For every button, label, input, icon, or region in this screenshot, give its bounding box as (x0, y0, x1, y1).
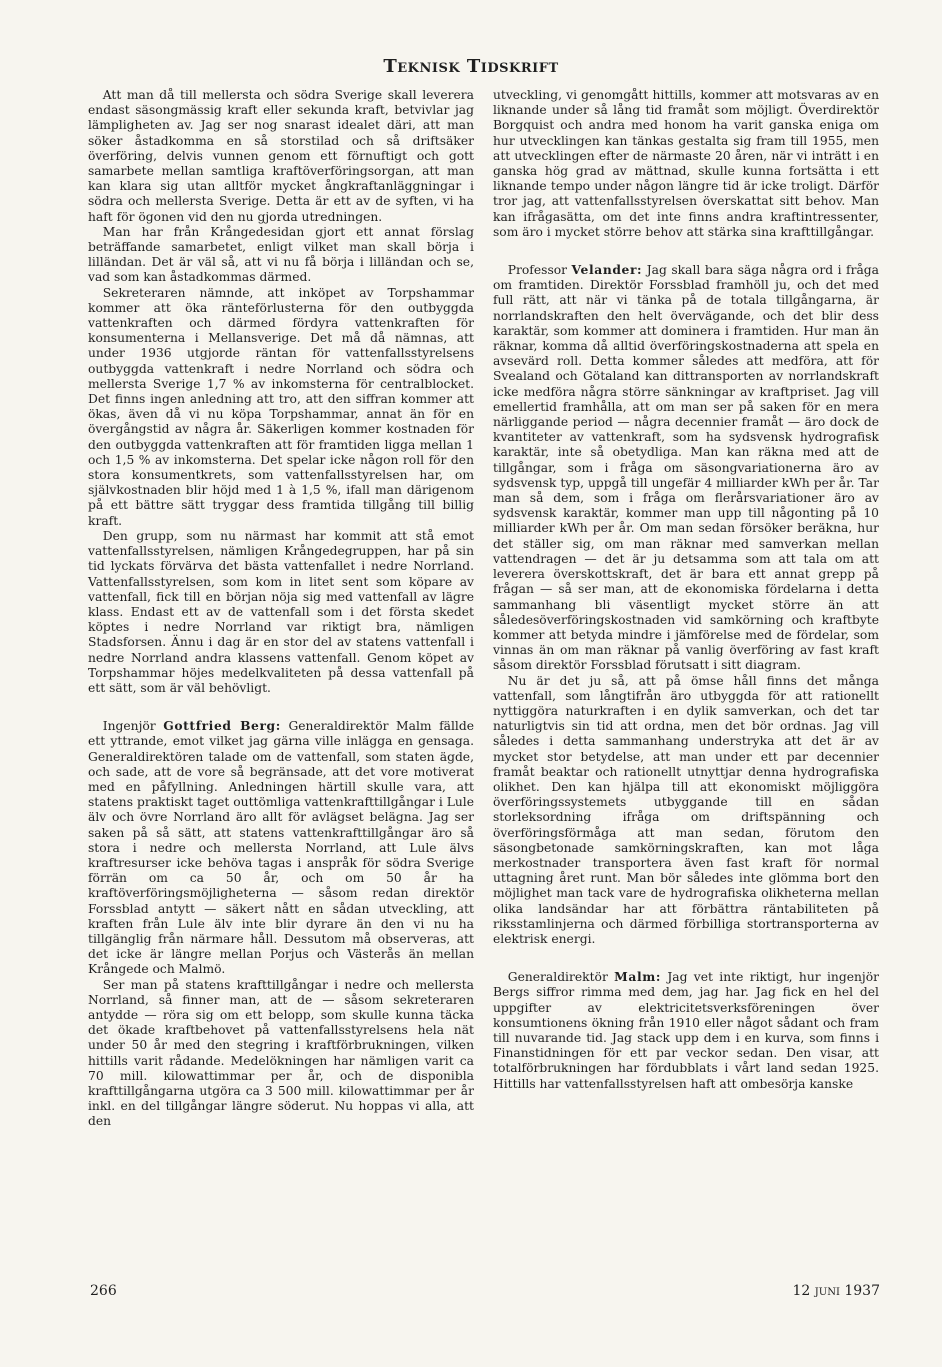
speaker-paragraph (88, 718, 474, 977)
paragraph: Den grupp, som nu närmast har kommit att stå emot vattenfallsstyrelsen, nämligen Krångedegruppen, har på sin tid lyckats förvärva det bästa vattenfallet i nedre Norrland. Vattenfallsstyrelsen, som kom in litet sent som köpare av vattenfall, fick till en början nöja sig med vattenfall av lägre klass. Endast ett av de vattenfall som i det första skedet köptes i nedre Norrland var riktigt bra, nämligen Stadsforsen. Ännu i dag är en stor del av statens vattenfall i nedre Norrland andra klassens vattenfall. Genom köpet av Torpshammar höjes medelkvaliteten på dessa vattenfall på ett sätt, som är väl behövligt. (88, 528, 474, 695)
paragraph: Man har från Krångedesidan gjort ett annat förslag beträffande samarbetet, enligt vilket man skall börja i lilländan. Det är väl så, att vi nu få börja i lilländan och se, vad som kan åstadkommas därmed. (88, 224, 474, 285)
speaker-paragraph (493, 262, 879, 673)
right-column (493, 88, 879, 1092)
speaker-paragraph (493, 969, 879, 1092)
issue-date: 12 juni 1937 (792, 1283, 880, 1299)
speaker-text: Jag vet inte riktigt, hur ingenjör Bergs siffror rimma med dem, jag har. Jag fick en hel del uppgifter av elektricitetsverksföreningen över konsumtionens ökning från 1910 eller något sådant och fram till nuvarande tid. Jag stack upp dem i en kurva, som finns i Finanstidningen för ett par veckor sedan. Den visar, att totalförbrukningen har fördubblats i vårt land sedan 1925. Hittills har vattenfallsstyrelsen haft att ombesörja kanske (493, 970, 879, 1091)
speaker-title: Generaldirektör (507, 970, 615, 985)
left-column (88, 88, 474, 1130)
paragraph: utveckling, vi genomgått hittills, kommer att motsvaras av en liknande under så lång tid framåt som möjligt. Överdirektör Borgquist och andra med honom ha varit ganska eniga om hur utvecklingen kan tänkas gestalta sig fram till 1955, men att utvecklingen efter de närmaste 20 åren, när vi inträtt i en ganska hög grad av mättnad, skulle kunna fortsätta i ett liknande tempo under någon längre tid är icke troligt. Därför tror jag, att vattenfallsstyrelsen överskattat sitt behov. Man kan ifrågasätta, om det inte finns andra kraftintressenter, som äro i mycket större behov att stärka sina krafttillgångar. (493, 88, 879, 239)
speaker-title: Ingenjör (102, 719, 164, 734)
paragraph: Sekreteraren nämnde, att inköpet av Torpshammar kommer att öka ränteförlusterna för den outbyggda vattenkraften och därmed fördyra vattenkraften för konsumenterna i Mellansverige. Det må då nämnas, att under 1936 utgjorde räntan för vattenfallsstyrelsens outbyggda vattenkraft i nedre Norrland och södra och mellersta Sverige 1,7 % av inkomsterna för centralblocket. Det finns ingen anledning att tro, att den siffran kommer att ökas, även då vi nu köpa Torpshammar, annat än för en övergångstid av några år. Säkerligen kommer kostnaden för den outbyggda vattenkraften att för framtiden ligga mellan 1 och 1,5 % av inkomsterna. Det spelar icke någon roll för den stora konsumentkrets, som vattenfallsstyrelsen har, om självkostnaden blir höjd med 1 à 1,5 %, ifall man därigenom på ett bättre sätt tryggar dess framtida tillgång till billig kraft. (88, 285, 474, 528)
speaker-text: Generaldirektör Malm fällde ett yttrande, emot vilket jag gärna ville inlägga en gensaga. Generaldirektören talade om de vattenfall, som staten ägde, och sade, att de vore så begränsade, att det vore motiverat med en påfyllning. Anledningen härtill skulle vara, att statens praktiskt taget outtömliga vattenkrafttillgångar i Lule älv och övre Norrland äro allt för avlägset belägna. Jag ser saken på så sätt, att statens vattenkrafttillgångar äro så stora i nedre och mellersta Norrland, att Lule älvs kraftresurser icke behöva tagas i anspråk för södra Sverige förrän om ca 50 år, och om 50 år ha kraftöverföringsmöjligheterna — såsom redan direktör Forssblad antytt — säkert nått en sådan utveckling, att kraften från Lule älv inte blir dyrare än den vi nu ha tillgänglig från närmare håll. Dessutom må observeras, att det icke är längre mellan Porjus och Västerås än mellan Krångede och Malmö. (88, 719, 474, 977)
speaker-name: Malm: (614, 969, 661, 985)
speaker-name: Velander: (571, 262, 643, 278)
journal-masthead: Teknisk Tidskrift (383, 56, 559, 77)
speaker-name: Gottfried Berg: (163, 718, 281, 734)
paragraph: Nu är det ju så, att på ömse håll finns det många vattenfall, som långtifrån äro utbyggda för att rationellt nyttiggöra naturkraften i en dylik samverkan, och det tar naturligtvis sin tid att ordna, men det bör ordnas. Jag vill således i detta sammanhang understryka att det är av mycket stor betydelse, att man under ett par decennier framåt beaktar och rationellt utnyttjar denna hydrografiska olikhet. Den kan hjälpa till att ekonomiskt möjliggöra överföringssystemets utbyggande till en sådan storleksordning ifråga om driftspänning och överföringsförmåga att man sedan, förutom den säsongbetonade samkörningskraften, kan mot låga merkostnader transportera även fast kraft för normal uttagning året runt. Man bör således inte glömma bort den möjlighet man tack vare de hydrografiska olikheterna mellan olika landsändar har att förbättra räntabiliteten på riksstamlinjerna och därmed förbilliga stortransporterna av elektrisk energi. (493, 673, 879, 946)
speaker-text: Jag skall bara säga några ord i fråga om framtiden. Direktör Forssblad framhöll ju, och det med full rätt, att när vi tänka på de totala tillgångarna, är norrlandskraften den helt övervägande, och det blir dess karaktär, som kommer att dominera i framtiden. Hur man än räknar, komma då alltid överföringskostnaderna att spela en avsevärd roll. Detta kommer således att medföra, att för Svealand och Götaland kan dittransporten av norrlandskraft icke medföra några större sänkningar av kraftpriset. Jag vill emellertid framhålla, att om man ser på saken för en mera närliggande period — några decennier framåt — äro dock de kvantiteter av vattenkraft, som ha sydsvensk hydrografisk karaktär, inte så obetydliga. Man kan räkna med att de tillgångar, som i fråga om säsongvariationerna äro av sydsvensk typ, uppgå till ungefär 4 milliarder kWh per år. Tar man så dem, som i fråga om flerårsvariationer äro av sydsvensk karaktär, kommer man upp till någonting på 10 milliarder kWh per år. Om man sedan försöker beräkna, hur det ställer sig, om man räknar med samverkan mellan vattendragen — det är ju detsamma som att tala om att leverera överskottskraft, det är bara ett annat grepp på frågan — så ser man, att de ekonomiska fördelarna i detta sammanhang bli väsentligt mycket större än att såledesöverföringskostnaden vid samkörning och kraftbyte kommer att betyda mindre i jämförelse med de fördelar, som vinnas än om man räknar på vanlig överföring av fast kraft såsom direktör Forssblad förutsatt i sitt diagram. (493, 263, 879, 673)
paragraph: Att man då till mellersta och södra Sverige skall leverera endast säsongmässig kraft eller sekunda kraft, betvivlar jag lämpligheten av. Jag ser nog snarast idealet däri, att man söker åstadkomma en så storstilad och så driftsäker överföring, delvis vunnen genom ett förnuftigt och gott samarbete mellan samtliga kraftöverföringsorgan, att man kan klara sig utan alltför mycket ångkraftanläggningar i södra och mellersta Sverige. Detta är ett av de syften, vi ha haft för ögonen vid den nu gjorda utredningen. (88, 88, 474, 224)
page-number: 266 (90, 1283, 117, 1299)
speaker-title: Professor (507, 263, 572, 278)
paragraph: Ser man på statens krafttillgångar i nedre och mellersta Norrland, så finner man, att de — såsom sekreteraren antydde — röra sig om ett belopp, som skulle kunna täcka det ökade kraftbehovet på vattenfallsstyrelsens hela nät under 50 år med den stegring i kraftförbrukningen, vilken hittills varit rådande. Medelökningen har nämligen varit ca 70 mill. kilowattimmar per år, och de disponibla krafttillgångarna utgöra ca 3 500 mill. kilowattimmar per år inkl. en del tillgångar längre söderut. Nu hoppas vi alla, att den (88, 977, 474, 1129)
